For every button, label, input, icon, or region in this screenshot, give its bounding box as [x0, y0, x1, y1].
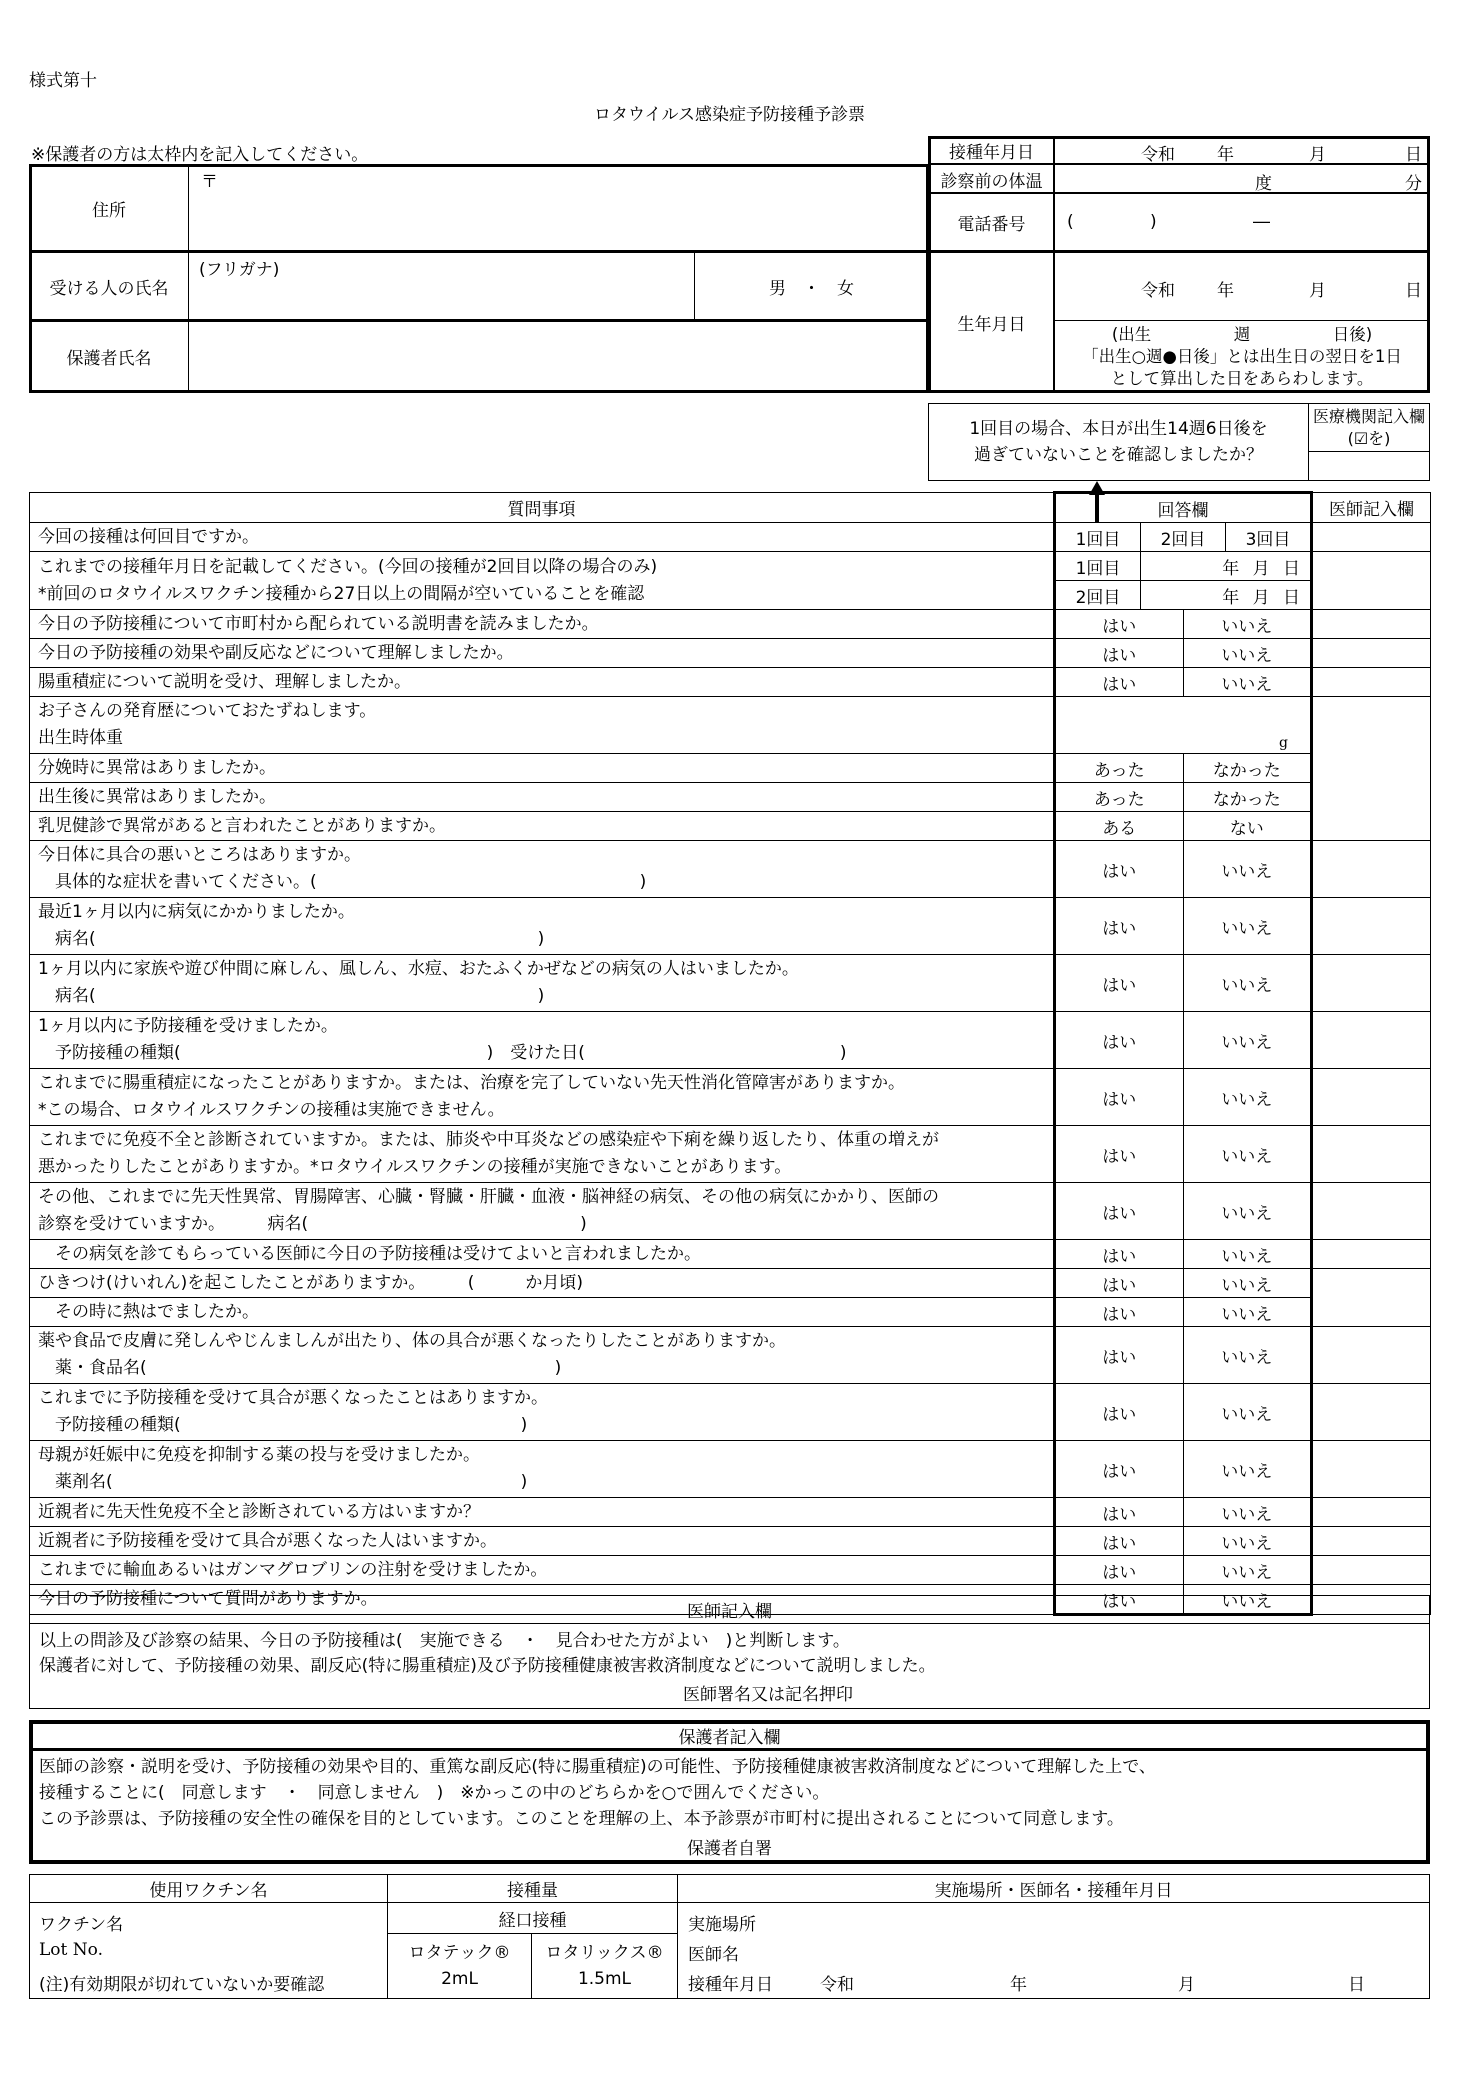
- answer-option[interactable]: いいえ: [1183, 841, 1311, 897]
- answer-cell: [1055, 697, 1312, 754]
- question-row: [30, 1441, 1431, 1498]
- question-row: [30, 1126, 1431, 1183]
- guardian-consent-text-1: 医師の診察・説明を受け、予防接種の効果や目的、重篤な副反応(特に腸重積症)の可能性、予防接種健康被害救済制度などについて理解した上で、: [39, 1757, 1156, 1777]
- answer-option[interactable]: いいえ: [1183, 1585, 1311, 1613]
- question-line: 病名( ): [38, 929, 545, 949]
- birth-weeks-line: (出生 週 日後): [1111, 324, 1373, 344]
- day-label: 日: [1348, 1975, 1365, 1995]
- answer-option[interactable]: なかった: [1183, 783, 1311, 811]
- answer-options: [1056, 841, 1310, 897]
- question-line: 診察を受けていますか。 病名( ): [38, 1214, 587, 1234]
- question-row: [30, 639, 1431, 668]
- doctor-entry-cell[interactable]: [1312, 955, 1431, 1012]
- question-line: 近親者に先天性免疫不全と診断されている方はいますか？: [38, 1501, 480, 1522]
- answer-cell: [1055, 841, 1312, 898]
- question-line: 母親が妊娠中に免疫を抑制する薬の投与を受けましたか。: [38, 1445, 480, 1465]
- vaccine-name-label: ワクチン名: [39, 1915, 124, 1935]
- question-line: その病気を診てもらっている医師に今日の予防接種は受けてよいと言われましたか。: [38, 1243, 701, 1264]
- answer-cell: [1055, 1126, 1312, 1183]
- question-line: その時に熱はでましたか。: [38, 1301, 259, 1322]
- question-text: [30, 1527, 1055, 1556]
- doctor-entry-cell[interactable]: [1312, 1012, 1431, 1069]
- doctor-entry-cell[interactable]: [1312, 610, 1431, 639]
- doctor-entry-cell[interactable]: [1312, 552, 1431, 610]
- question-text: [30, 1012, 1055, 1069]
- doctor-signature-label: 医師署名又は記名押印: [683, 1685, 853, 1705]
- question-row: [30, 1327, 1431, 1384]
- answer-option[interactable]: はい: [1102, 1533, 1137, 1554]
- temperature-label: 診察前の体温: [928, 164, 1055, 194]
- birth-weeks-note-1: 「出生○週●日後」とは出生日の翌日を1日: [1082, 346, 1402, 366]
- question-row: [30, 610, 1431, 639]
- answer-options: [1056, 1012, 1310, 1068]
- question-row: [30, 841, 1431, 898]
- year-label: 年: [1010, 1975, 1027, 1995]
- rotarix-dose: 1.5mL: [577, 1969, 632, 1989]
- header-question: 質問事項: [30, 493, 1055, 523]
- form-number: 様式第十: [29, 71, 97, 91]
- question-line: 薬・食品名( ): [38, 1358, 562, 1378]
- question-row: [30, 1498, 1431, 1527]
- doctor-entry-cell[interactable]: [1312, 639, 1431, 668]
- answer-options: [1056, 1298, 1310, 1326]
- institution-check-box[interactable]: [1308, 451, 1430, 481]
- question-text: [30, 697, 1055, 754]
- institution-label-line-2: (☑を): [1347, 428, 1391, 448]
- question-row: [30, 955, 1431, 1012]
- answer-options: [1056, 1240, 1310, 1268]
- question-row: [30, 1298, 1431, 1327]
- answer-options: [1056, 610, 1310, 638]
- question-text: [30, 955, 1055, 1012]
- question-row: [30, 552, 1431, 610]
- answer-cell: [1055, 1327, 1312, 1384]
- birth-weight-field[interactable]: [1056, 697, 1310, 753]
- question-row: [30, 668, 1431, 697]
- phone-paren-open: (: [1067, 212, 1074, 232]
- answer-cell: [1055, 639, 1312, 668]
- answer-option[interactable]: いいえ: [1183, 1240, 1311, 1268]
- question-row: [30, 898, 1431, 955]
- doctor-entry-cell[interactable]: [1312, 841, 1431, 898]
- answer-cell: [1055, 1384, 1312, 1441]
- rotateq-dose: 2mL: [441, 1969, 478, 1989]
- question-text: [30, 1183, 1055, 1240]
- confirm-question-line-1: 1回目の場合、本日が出生14週6日後を: [969, 419, 1268, 439]
- birthdate-field[interactable]: [1054, 251, 1430, 321]
- answer-option[interactable]: はい: [1102, 918, 1137, 939]
- question-line: これまでに免疫不全と診断されていますか。または、肺炎や中耳炎などの感染症や下痢を繰り返したり、体重の増えが: [38, 1130, 939, 1150]
- era-label: 令和: [820, 1975, 854, 1995]
- vaccine-name-header: 使用ワクチン名: [29, 1874, 388, 1903]
- question-text: [30, 841, 1055, 898]
- day-label: 日: [1405, 281, 1422, 301]
- question-text: [30, 552, 1055, 610]
- question-line: これまでに予防接種を受けて具合が悪くなったことはありますか。: [38, 1388, 548, 1408]
- doctor-entry-cell[interactable]: [1312, 697, 1431, 841]
- doctor-name-label: 医師名: [688, 1945, 739, 1965]
- question-row: [30, 1269, 1431, 1298]
- answer-options: [1056, 668, 1310, 696]
- doctor-section-header: 医師記入欄: [29, 1595, 1430, 1624]
- answer-cell: [1055, 523, 1312, 552]
- doctor-entry-cell[interactable]: [1312, 1069, 1431, 1126]
- answer-option[interactable]: いいえ: [1183, 1298, 1311, 1326]
- question-text: [30, 783, 1055, 812]
- dose-date-field[interactable]: 年 月 日: [1222, 558, 1300, 579]
- question-line: 病名( ): [38, 986, 545, 1006]
- question-text: [30, 1126, 1055, 1183]
- answer-cell: [1055, 1069, 1312, 1126]
- route-label: 経口接種: [387, 1902, 678, 1934]
- question-line: 出生後に異常はありましたか。: [38, 786, 276, 807]
- birth-weeks-note-2: として算出した日をあらわします。: [1110, 368, 1374, 388]
- expiry-note: (注)有効期限が切れていないか要確認: [39, 1975, 325, 1995]
- question-line: 腸重積症について説明を受け、理解しましたか。: [38, 671, 411, 692]
- question-text: [30, 1556, 1055, 1585]
- doctor-entry-cell[interactable]: [1312, 898, 1431, 955]
- doctor-entry-cell[interactable]: [1312, 1183, 1431, 1240]
- place-cell[interactable]: [677, 1902, 1430, 1999]
- question-line: ひきつけ(けいれん)を起こしたことがありますか。 ( か月頃): [38, 1272, 584, 1293]
- question-line: 今日体に具合の悪いところはありますか。: [38, 845, 361, 865]
- doctor-entry-cell[interactable]: [1312, 1527, 1431, 1556]
- question-text: [30, 523, 1055, 552]
- question-line: 今回の接種は何回目ですか。: [38, 526, 259, 547]
- answer-option[interactable]: いいえ: [1183, 1384, 1311, 1440]
- question-line: 具体的な症状を書いてください。( ): [38, 872, 647, 892]
- answer-cell: [1055, 754, 1312, 783]
- answer-option[interactable]: はい: [1102, 1591, 1137, 1612]
- answer-option[interactable]: なかった: [1183, 754, 1311, 782]
- question-row: [30, 697, 1431, 754]
- answer-option[interactable]: あった: [1093, 760, 1145, 781]
- question-line: 今日の予防接種の効果や副反応などについて理解しましたか。: [38, 642, 514, 663]
- child-name-field[interactable]: [188, 251, 695, 321]
- question-row: [30, 1240, 1431, 1269]
- minute-label: 分: [1405, 174, 1422, 194]
- guardian-section-header: 保護者記入欄: [29, 1720, 1430, 1750]
- doctor-entry-cell[interactable]: [1312, 1240, 1431, 1269]
- question-line: 1ヶ月以内に家族や遊び仲間に麻しん、風しん、水痘、おたふくかぜなどの病気の人はいましたか。: [38, 959, 799, 979]
- question-text: [30, 610, 1055, 639]
- answer-cell: [1055, 1269, 1312, 1298]
- question-row: [30, 812, 1431, 841]
- doctor-entry-cell[interactable]: [1312, 1556, 1431, 1585]
- answer-option[interactable]: はい: [1102, 674, 1137, 695]
- answer-options: [1056, 955, 1310, 1011]
- answer-option[interactable]: はい: [1102, 1304, 1137, 1325]
- answer-options: [1056, 754, 1310, 782]
- question-text: [30, 639, 1055, 668]
- phone-field[interactable]: [1054, 193, 1430, 252]
- answer-option[interactable]: はい: [1102, 1089, 1137, 1110]
- doctor-entry-cell[interactable]: [1312, 1498, 1431, 1527]
- guardian-note: ※保護者の方は太枠内を記入してください。: [31, 145, 369, 165]
- answer-option[interactable]: いいえ: [1183, 1126, 1311, 1182]
- doctor-entry-cell[interactable]: [1312, 668, 1431, 697]
- answer-option[interactable]: いいえ: [1183, 639, 1311, 667]
- question-line: 今日の予防接種について市町村から配られている説明書を読みましたか。: [38, 613, 599, 634]
- question-line: *前回のロタウイルスワクチン接種から27日以上の間隔が空いていることを確認: [38, 583, 645, 604]
- answer-option[interactable]: いいえ: [1183, 668, 1311, 696]
- year-label: 年: [1217, 145, 1234, 165]
- doctor-judgement-text: 以上の問診及び診察の結果、今日の予防接種は( 実施できる ・ 見合わせた方がよい )と判断します。: [39, 1631, 850, 1651]
- vaccination-date-field[interactable]: [1054, 136, 1430, 165]
- answer-option[interactable]: いいえ: [1183, 610, 1311, 638]
- answer-cell: [1055, 955, 1312, 1012]
- answer-options: [1056, 1069, 1310, 1125]
- question-row: [30, 1183, 1431, 1240]
- doctor-explanation-text: 保護者に対して、予防接種の効果、副反応(特に腸重積症)及び予防接種健康被害救済制度などについて説明しました。: [39, 1656, 936, 1676]
- answer-option[interactable]: いいえ: [1183, 1527, 1311, 1555]
- answer-option[interactable]: はい: [1102, 1275, 1137, 1296]
- answer-cell: [1055, 783, 1312, 812]
- question-line: 予防接種の種類( ): [38, 1415, 528, 1435]
- question-text: [30, 1498, 1055, 1527]
- answer-cell: [1055, 898, 1312, 955]
- answer-option[interactable]: いいえ: [1183, 1012, 1311, 1068]
- header-doctor: 医師記入欄: [1312, 493, 1431, 523]
- gram-unit: g: [1279, 735, 1288, 751]
- place-header: 実施場所・医師名・接種年月日: [677, 1874, 1430, 1903]
- answer-option[interactable]: はい: [1102, 1032, 1137, 1053]
- answer-cell: [1055, 1527, 1312, 1556]
- question-line: 1ヶ月以内に予防接種を受けましたか。: [38, 1016, 338, 1036]
- answer-option[interactable]: はい: [1102, 975, 1137, 996]
- question-row: [30, 1384, 1431, 1441]
- questionnaire-table: [29, 491, 1431, 1616]
- answer-option[interactable]: いいえ: [1183, 1269, 1311, 1297]
- degree-label: 度: [1255, 174, 1272, 194]
- answer-options: [1056, 1527, 1310, 1555]
- answer-option[interactable]: 1回目: [1075, 529, 1121, 550]
- answer-options: [1056, 639, 1310, 667]
- question-text: [30, 898, 1055, 955]
- phone-label: 電話番号: [928, 193, 1055, 252]
- guardian-consent-choice[interactable]: 接種することに( 同意します ・ 同意しません ) ※かっこの中のどちらかを○で囲んでください。: [39, 1783, 830, 1803]
- page-title: ロタウイルス感染症予防接種予診票: [594, 105, 865, 125]
- question-row: [30, 523, 1431, 552]
- answer-option[interactable]: はい: [1102, 1461, 1137, 1482]
- answer-cell: [1055, 668, 1312, 697]
- dose-header: 接種量: [387, 1874, 678, 1903]
- answer-option[interactable]: ない: [1183, 812, 1311, 840]
- year-label: 年: [1217, 281, 1234, 301]
- question-line: *この場合、ロタウイルスワクチンの接種は実施できません。: [38, 1100, 505, 1120]
- answer-option[interactable]: はい: [1102, 1347, 1137, 1368]
- answer-option[interactable]: いいえ: [1183, 1441, 1311, 1497]
- answer-cell: [1055, 1498, 1312, 1527]
- doctor-entry-cell[interactable]: [1312, 523, 1431, 552]
- answer-options: [1056, 812, 1310, 840]
- answer-option[interactable]: いいえ: [1183, 1556, 1311, 1584]
- answer-cell: [1055, 1441, 1312, 1498]
- question-line: お子さんの発育歴についておたずねします。: [38, 701, 377, 721]
- place-label: 実施場所: [688, 1915, 756, 1935]
- rotateq-option[interactable]: [387, 1933, 532, 1999]
- answer-option[interactable]: いいえ: [1183, 1069, 1311, 1125]
- rotarix-label: ロタリックス®: [545, 1943, 664, 1963]
- answer-option[interactable]: はい: [1102, 645, 1137, 666]
- answer-option[interactable]: ある: [1102, 818, 1137, 839]
- question-row: [30, 754, 1431, 783]
- era-label: 令和: [1141, 281, 1175, 301]
- question-line: その他、これまでに先天性異常、胃腸障害、心臓・腎臓・肝臓・血液・脳神経の病気、その他の病気にかかり、医師の: [38, 1187, 939, 1207]
- header-answer: 回答欄: [1055, 493, 1312, 523]
- question-line: 悪かったりしたことがありますか。*ロタウイルスワクチンの接種が実施できないことがあります。: [38, 1157, 792, 1177]
- era-label: 令和: [1141, 145, 1175, 165]
- sex-selector[interactable]: 男 ・ 女: [694, 251, 929, 321]
- answer-option[interactable]: はい: [1102, 1404, 1137, 1425]
- doctor-entry-cell[interactable]: [1312, 1441, 1431, 1498]
- question-text: [30, 1240, 1055, 1269]
- temperature-field[interactable]: [1054, 164, 1430, 194]
- month-label: 月: [1178, 1975, 1195, 1995]
- doctor-entry-cell[interactable]: [1312, 1384, 1431, 1441]
- question-line: これまでに腸重積症になったことがありますか。または、治療を完了していない先天性消化管障害がありますか。: [38, 1073, 905, 1093]
- answer-option[interactable]: いいえ: [1183, 1327, 1311, 1383]
- question-line: 出生時体重: [38, 728, 123, 748]
- question-line: 分娩時に異常はありましたか。: [38, 757, 276, 778]
- question-text: [30, 668, 1055, 697]
- question-text: [30, 754, 1055, 783]
- phone-dash: ―: [1253, 212, 1270, 232]
- answer-cell: [1055, 1298, 1312, 1327]
- lot-label: Lot No.: [39, 1940, 103, 1960]
- question-line: 薬剤名( ): [38, 1472, 528, 1492]
- address-field[interactable]: [188, 164, 929, 252]
- answer-option[interactable]: はい: [1102, 1246, 1137, 1267]
- answer-option[interactable]: いいえ: [1183, 955, 1311, 1011]
- previous-dose-date[interactable]: [1056, 552, 1310, 580]
- question-text: [30, 812, 1055, 841]
- answer-cell: [1055, 552, 1312, 610]
- question-row: [30, 1012, 1431, 1069]
- question-line: 予防接種の種類( ) 受けた日( ): [38, 1043, 847, 1063]
- answer-option[interactable]: はい: [1102, 1146, 1137, 1167]
- answer-cell: [1055, 1183, 1312, 1240]
- answer-option[interactable]: はい: [1102, 1203, 1137, 1224]
- institution-entry-label: [1308, 403, 1430, 452]
- doctor-entry-cell[interactable]: [1312, 1126, 1431, 1183]
- postal-mark: 〒: [201, 172, 218, 192]
- question-line: 乳児健診で異常があると言われたことがありますか。: [38, 815, 446, 836]
- question-text: [30, 1269, 1055, 1298]
- answer-cell: [1055, 1556, 1312, 1585]
- question-row: [30, 1527, 1431, 1556]
- answer-cell: [1055, 1012, 1312, 1069]
- question-text: [30, 1327, 1055, 1384]
- question-text: [30, 1069, 1055, 1126]
- question-line: 今日の予防接種について質問がありますか。: [38, 1589, 378, 1609]
- answer-options: [1056, 1498, 1310, 1526]
- answer-option[interactable]: はい: [1102, 1562, 1137, 1583]
- dose-number: 2回目: [1056, 581, 1141, 609]
- question-line: 最近1ヶ月以内に病気にかかりましたか。: [38, 902, 355, 922]
- answer-option[interactable]: はい: [1102, 861, 1137, 882]
- answer-option[interactable]: あった: [1093, 789, 1145, 810]
- guardian-name-field[interactable]: [188, 320, 929, 392]
- question-line: 近親者に予防接種を受けて具合が悪くなった人はいますか。: [38, 1530, 497, 1551]
- address-label: 住所: [29, 164, 189, 252]
- answer-cell: [1055, 1240, 1312, 1269]
- age-confirmation-question: [928, 403, 1309, 481]
- phone-paren-close: ): [1150, 212, 1157, 232]
- question-line: これまでに輸血あるいはガンマグロブリンの注射を受けましたか。: [38, 1559, 548, 1580]
- month-label: 月: [1309, 145, 1326, 165]
- answer-option[interactable]: いいえ: [1183, 1183, 1311, 1239]
- birthdate-label: 生年月日: [928, 251, 1055, 393]
- dose-number: 1回目: [1056, 552, 1141, 580]
- question-text: [30, 1298, 1055, 1327]
- vaccination-date-label: 接種年月日: [928, 136, 1055, 165]
- guardian-consent-text-3: この予診票は、予防接種の安全性の確保を目的としています。このことを理解の上、本予診票が市町村に提出されることについて同意します。: [39, 1809, 1124, 1829]
- answer-options: [1056, 1183, 1310, 1239]
- answer-options: [1056, 1556, 1310, 1584]
- doctor-entry-cell[interactable]: [1312, 1269, 1431, 1327]
- furigana-label: (フリガナ): [199, 260, 280, 280]
- question-row: [30, 1556, 1431, 1585]
- institution-label-line-1: 医療機関記入欄: [1312, 406, 1425, 426]
- answer-option[interactable]: 2回目: [1140, 523, 1225, 551]
- answer-cell: [1055, 812, 1312, 841]
- question-text: [30, 1384, 1055, 1441]
- answer-options: [1056, 1269, 1310, 1297]
- question-text: [30, 1441, 1055, 1498]
- question-line: これまでの接種年月日を記載してください。(今回の接種が2回目以降の場合のみ): [38, 556, 658, 577]
- month-label: 月: [1309, 281, 1326, 301]
- answer-option[interactable]: いいえ: [1183, 1498, 1311, 1526]
- rotarix-option[interactable]: [531, 1933, 678, 1999]
- answer-options: [1056, 1384, 1310, 1440]
- answer-option[interactable]: はい: [1102, 1504, 1137, 1525]
- answer-options: [1056, 1327, 1310, 1383]
- answer-option[interactable]: はい: [1102, 616, 1137, 637]
- rotateq-label: ロタテック®: [408, 1943, 511, 1963]
- child-name-label: 受ける人の氏名: [29, 251, 189, 321]
- answer-options: [1056, 1126, 1310, 1182]
- birth-weeks-field[interactable]: [1054, 320, 1430, 393]
- answer-options: [1056, 783, 1310, 811]
- dose-date-field[interactable]: 年 月 日: [1222, 587, 1300, 608]
- doctor-entry-cell[interactable]: [1312, 1327, 1431, 1384]
- answer-option[interactable]: いいえ: [1183, 898, 1311, 954]
- previous-dose-date[interactable]: [1056, 580, 1310, 609]
- day-label: 日: [1405, 145, 1422, 165]
- guardian-signature-label: 保護者自署: [687, 1839, 772, 1859]
- answer-options: [1056, 523, 1310, 551]
- question-line: 薬や食品で皮膚に発しんやじんましんが出たり、体の具合が悪くなったりしたことがありますか。: [38, 1331, 786, 1351]
- question-row: [30, 783, 1431, 812]
- question-row: [30, 1069, 1431, 1126]
- answer-options: [1056, 898, 1310, 954]
- answer-cell: [1055, 610, 1312, 639]
- answer-options: [1056, 1441, 1310, 1497]
- guardian-name-label: 保護者氏名: [29, 320, 189, 392]
- answer-option[interactable]: 3回目: [1225, 523, 1310, 551]
- confirm-question-line-2: 過ぎていないことを確認しましたか？: [974, 445, 1263, 465]
- vaccination-date-label-bottom: 接種年月日: [688, 1975, 773, 1995]
